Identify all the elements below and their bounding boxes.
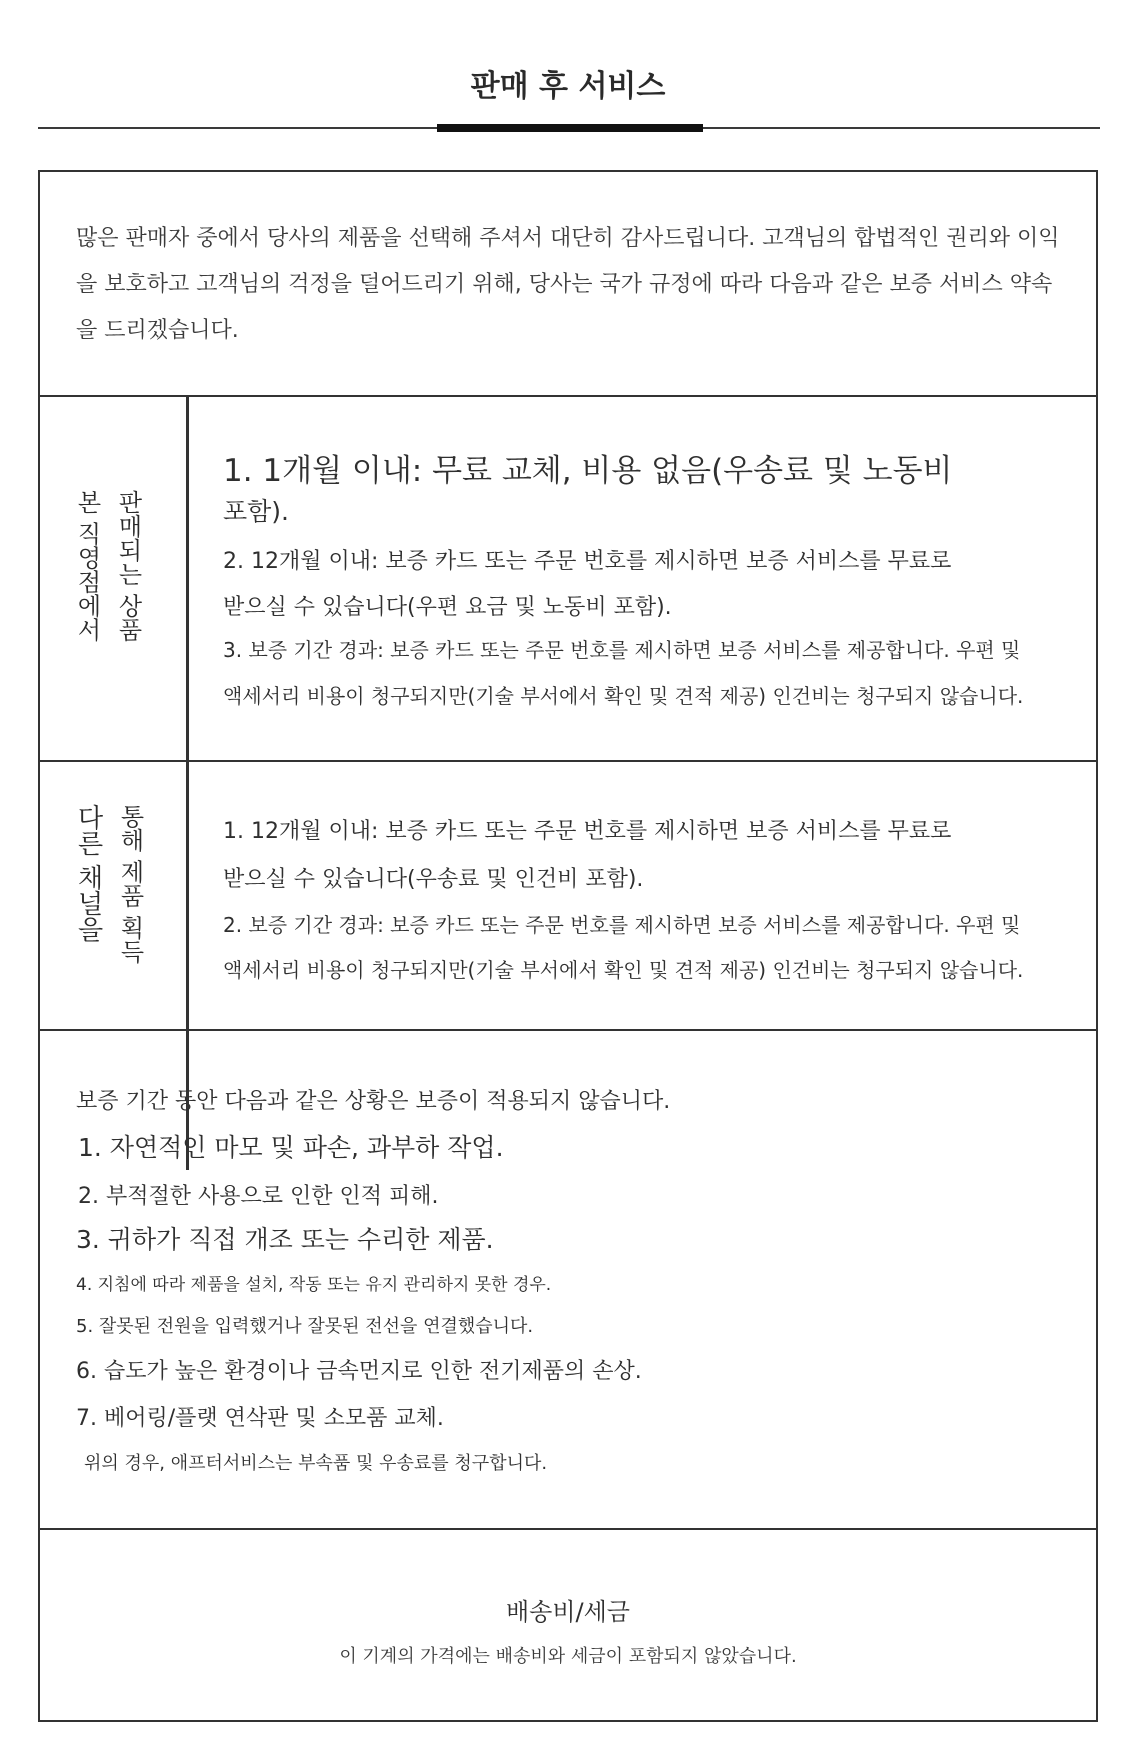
- label-column-divider: [186, 395, 189, 1170]
- store-item-1: 1. 1개월 이내: 무료 교체, 비용 없음(우송료 및 노동비: [223, 453, 953, 489]
- store-item-2-cont: 받으실 수 있습니다(우편 요금 및 노동비 포함).: [223, 595, 672, 620]
- section-store-label-line2: 본 직영점에서: [73, 490, 101, 642]
- other-item-1: 1. 12개월 이내: 보증 카드 또는 주문 번호를 제시하면 보증 서비스를 무료로: [223, 819, 952, 844]
- page-title: 판매 후 서비스: [470, 69, 666, 104]
- divider-store: [40, 760, 1096, 762]
- section-other-label-line2: 다른 채널을: [73, 804, 103, 943]
- title-accent-bar: [437, 124, 703, 132]
- shipping-title: 배송비/세금: [505, 1598, 630, 1626]
- intro-text: 많은 판매자 중에서 당사의 제품을 선택해 주셔서 대단히 감사드립니다. 고객님의 합법적인 권리와 이익을 보호하고 고객님의 걱정을 덜어드리기 위해, 당사는 국가 규정에 따라 다음과 같은 보증 서비스 약속을 드리겠습니다.: [76, 226, 1060, 343]
- section-store-label-line1: 판매되는 상품: [114, 490, 142, 642]
- shipping-text: 이 기계의 가격에는 배송비와 세금이 포함되지 않았습니다.: [339, 1646, 797, 1667]
- store-item-2: 2. 12개월 이내: 보증 카드 또는 주문 번호를 제시하면 보증 서비스를 무료로: [223, 549, 952, 574]
- section-other-label-line1: 통해 제품 획득: [116, 804, 144, 964]
- other-item-1-cont: 받으실 수 있습니다(우송료 및 인건비 포함).: [223, 867, 644, 892]
- section-other-label: [70, 804, 148, 963]
- other-item-2-cont: 액세서리 비용이 청구되지만(기술 부서에서 확인 및 견적 제공) 인건비는 청구되지 않습니다.: [223, 958, 1024, 982]
- divider-intro: [40, 395, 1096, 397]
- warranty-table: [38, 170, 1098, 1722]
- exclusions-note: 위의 경우, 애프터서비스는 부속품 및 우송료를 청구합니다.: [84, 1453, 548, 1474]
- exclusion-item-4: 4. 지침에 따라 제품을 설치, 작동 또는 유지 관리하지 못한 경우.: [76, 1275, 552, 1295]
- store-item-3-cont: 액세서리 비용이 청구되지만(기술 부서에서 확인 및 견적 제공) 인건비는 청구되지 않습니다.: [223, 684, 1024, 708]
- exclusion-item-6: 6. 습도가 높은 환경이나 금속먼지로 인한 전기제품의 손상.: [76, 1359, 642, 1384]
- exclusion-item-7: 7. 베어링/플랫 연삭판 및 소모품 교체.: [76, 1406, 444, 1431]
- store-item-1-cont: 포함).: [223, 497, 290, 526]
- divider-other: [40, 1029, 1096, 1031]
- section-store-label: [70, 490, 146, 642]
- exclusion-item-5: 5. 잘못된 전원을 입력했거나 잘못된 전선을 연결했습니다.: [76, 1316, 534, 1337]
- exclusions-heading: 보증 기간 동안 다음과 같은 상황은 보증이 적용되지 않습니다.: [76, 1089, 671, 1114]
- store-item-3: 3. 보증 기간 경과: 보증 카드 또는 주문 번호를 제시하면 보증 서비스를 제공합니다. 우편 및: [223, 638, 1021, 662]
- exclusion-item-1: 1. 자연적인 마모 및 파손, 과부하 작업.: [78, 1133, 504, 1162]
- other-item-2: 2. 보증 기간 경과: 보증 카드 또는 주문 번호를 제시하면 보증 서비스를 제공합니다. 우편 및: [223, 913, 1021, 937]
- exclusion-item-3: 3. 귀하가 직접 개조 또는 수리한 제품.: [76, 1225, 494, 1254]
- exclusion-item-2: 2. 부적절한 사용으로 인한 인적 피해.: [78, 1184, 439, 1209]
- divider-exclusions: [40, 1528, 1096, 1530]
